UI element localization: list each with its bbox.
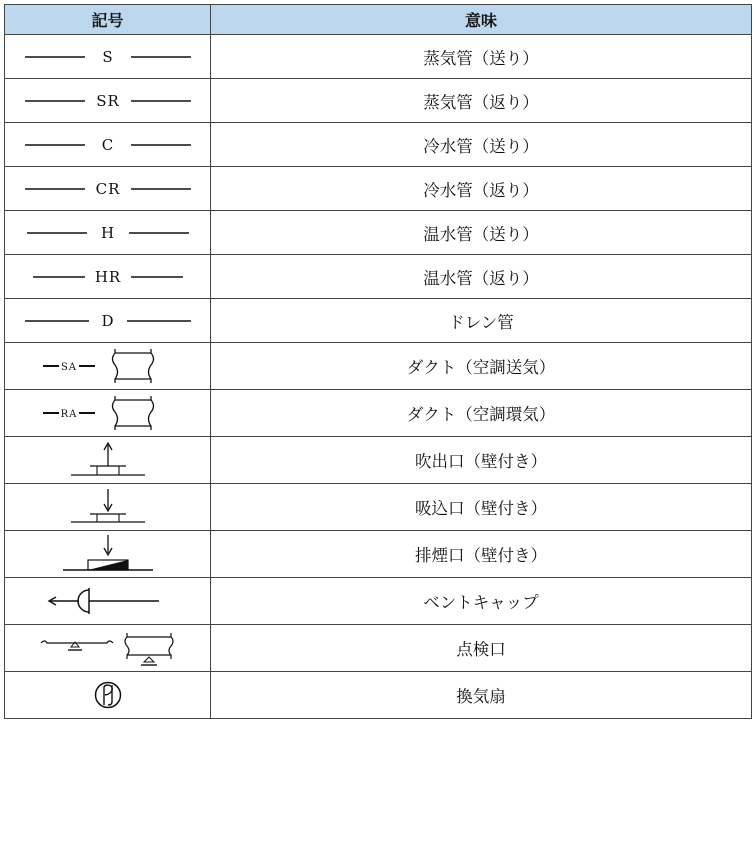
- meaning-cell: ベントキャップ: [211, 578, 752, 625]
- supply-outlet-icon: [23, 439, 193, 481]
- header-row: [5, 5, 752, 35]
- ventilation-fan-icon: [23, 676, 193, 714]
- table-row: [5, 211, 752, 255]
- intake-inlet-icon: [23, 486, 193, 528]
- symbol-cell: [5, 35, 211, 79]
- symbol-cell: [5, 343, 211, 390]
- table-row: [5, 390, 752, 437]
- meaning-cell: ドレン管: [211, 299, 752, 343]
- hot-water-return-pipe-icon: [23, 262, 193, 292]
- steam-return-pipe-icon: [23, 86, 193, 116]
- duct-return-icon: [23, 394, 193, 432]
- table-row: [5, 35, 752, 79]
- header-meaning: 意味: [211, 5, 752, 35]
- line-code-label: SR: [95, 91, 120, 110]
- line-code-label: RA: [60, 409, 77, 420]
- table-row: [5, 299, 752, 343]
- meaning-cell: 冷水管（送り）: [211, 123, 752, 167]
- symbol-cell: [5, 299, 211, 343]
- table-row: [5, 625, 752, 672]
- table-row: [5, 578, 752, 625]
- line-code-label: CR: [95, 179, 120, 198]
- line-code-label: HR: [94, 267, 121, 286]
- chilled-water-supply-pipe-icon: [23, 130, 193, 160]
- meaning-cell: 換気扇: [211, 672, 752, 719]
- line-code-label: S: [101, 47, 114, 66]
- drain-pipe-icon: [23, 306, 193, 336]
- symbol-cell: [5, 167, 211, 211]
- table-row: [5, 79, 752, 123]
- line-code-label: H: [100, 223, 115, 242]
- line-code-label: D: [100, 311, 115, 330]
- symbol-cell: [5, 672, 211, 719]
- table-row: [5, 255, 752, 299]
- steam-supply-pipe-icon: [23, 42, 193, 72]
- symbol-cell: [5, 390, 211, 437]
- smoke-exhaust-icon: [23, 533, 193, 575]
- symbol-cell: [5, 79, 211, 123]
- meaning-cell: 蒸気管（送り）: [211, 35, 752, 79]
- symbol-cell: [5, 484, 211, 531]
- table-row: [5, 484, 752, 531]
- symbol-cell: [5, 255, 211, 299]
- hot-water-supply-pipe-icon: [23, 218, 193, 248]
- chilled-water-return-pipe-icon: [23, 174, 193, 204]
- duct-supply-icon: [23, 347, 193, 385]
- vent-cap-icon: [23, 582, 193, 620]
- line-code-label: C: [101, 135, 114, 154]
- meaning-cell: 温水管（返り）: [211, 255, 752, 299]
- table-row: [5, 167, 752, 211]
- table-row: [5, 437, 752, 484]
- meaning-cell: 冷水管（返り）: [211, 167, 752, 211]
- meaning-cell: ダクト（空調送気）: [211, 343, 752, 390]
- symbol-cell: [5, 211, 211, 255]
- symbol-cell: [5, 578, 211, 625]
- meaning-cell: 吹出口（壁付き）: [211, 437, 752, 484]
- symbol-cell: [5, 437, 211, 484]
- meaning-cell: 温水管（送り）: [211, 211, 752, 255]
- line-code-label: SA: [60, 362, 77, 373]
- symbol-table: [4, 4, 752, 719]
- table-row: [5, 343, 752, 390]
- meaning-cell: ダクト（空調環気）: [211, 390, 752, 437]
- symbol-cell: [5, 625, 211, 672]
- meaning-cell: 吸込口（壁付き）: [211, 484, 752, 531]
- table-row: [5, 531, 752, 578]
- meaning-cell: 蒸気管（返り）: [211, 79, 752, 123]
- meaning-cell: 排煙口（壁付き）: [211, 531, 752, 578]
- table-row: [5, 672, 752, 719]
- symbol-cell: [5, 123, 211, 167]
- inspection-port-icon: [23, 629, 193, 667]
- meaning-cell: 点検口: [211, 625, 752, 672]
- header-symbol: 記号: [5, 5, 211, 35]
- symbol-cell: [5, 531, 211, 578]
- table-row: [5, 123, 752, 167]
